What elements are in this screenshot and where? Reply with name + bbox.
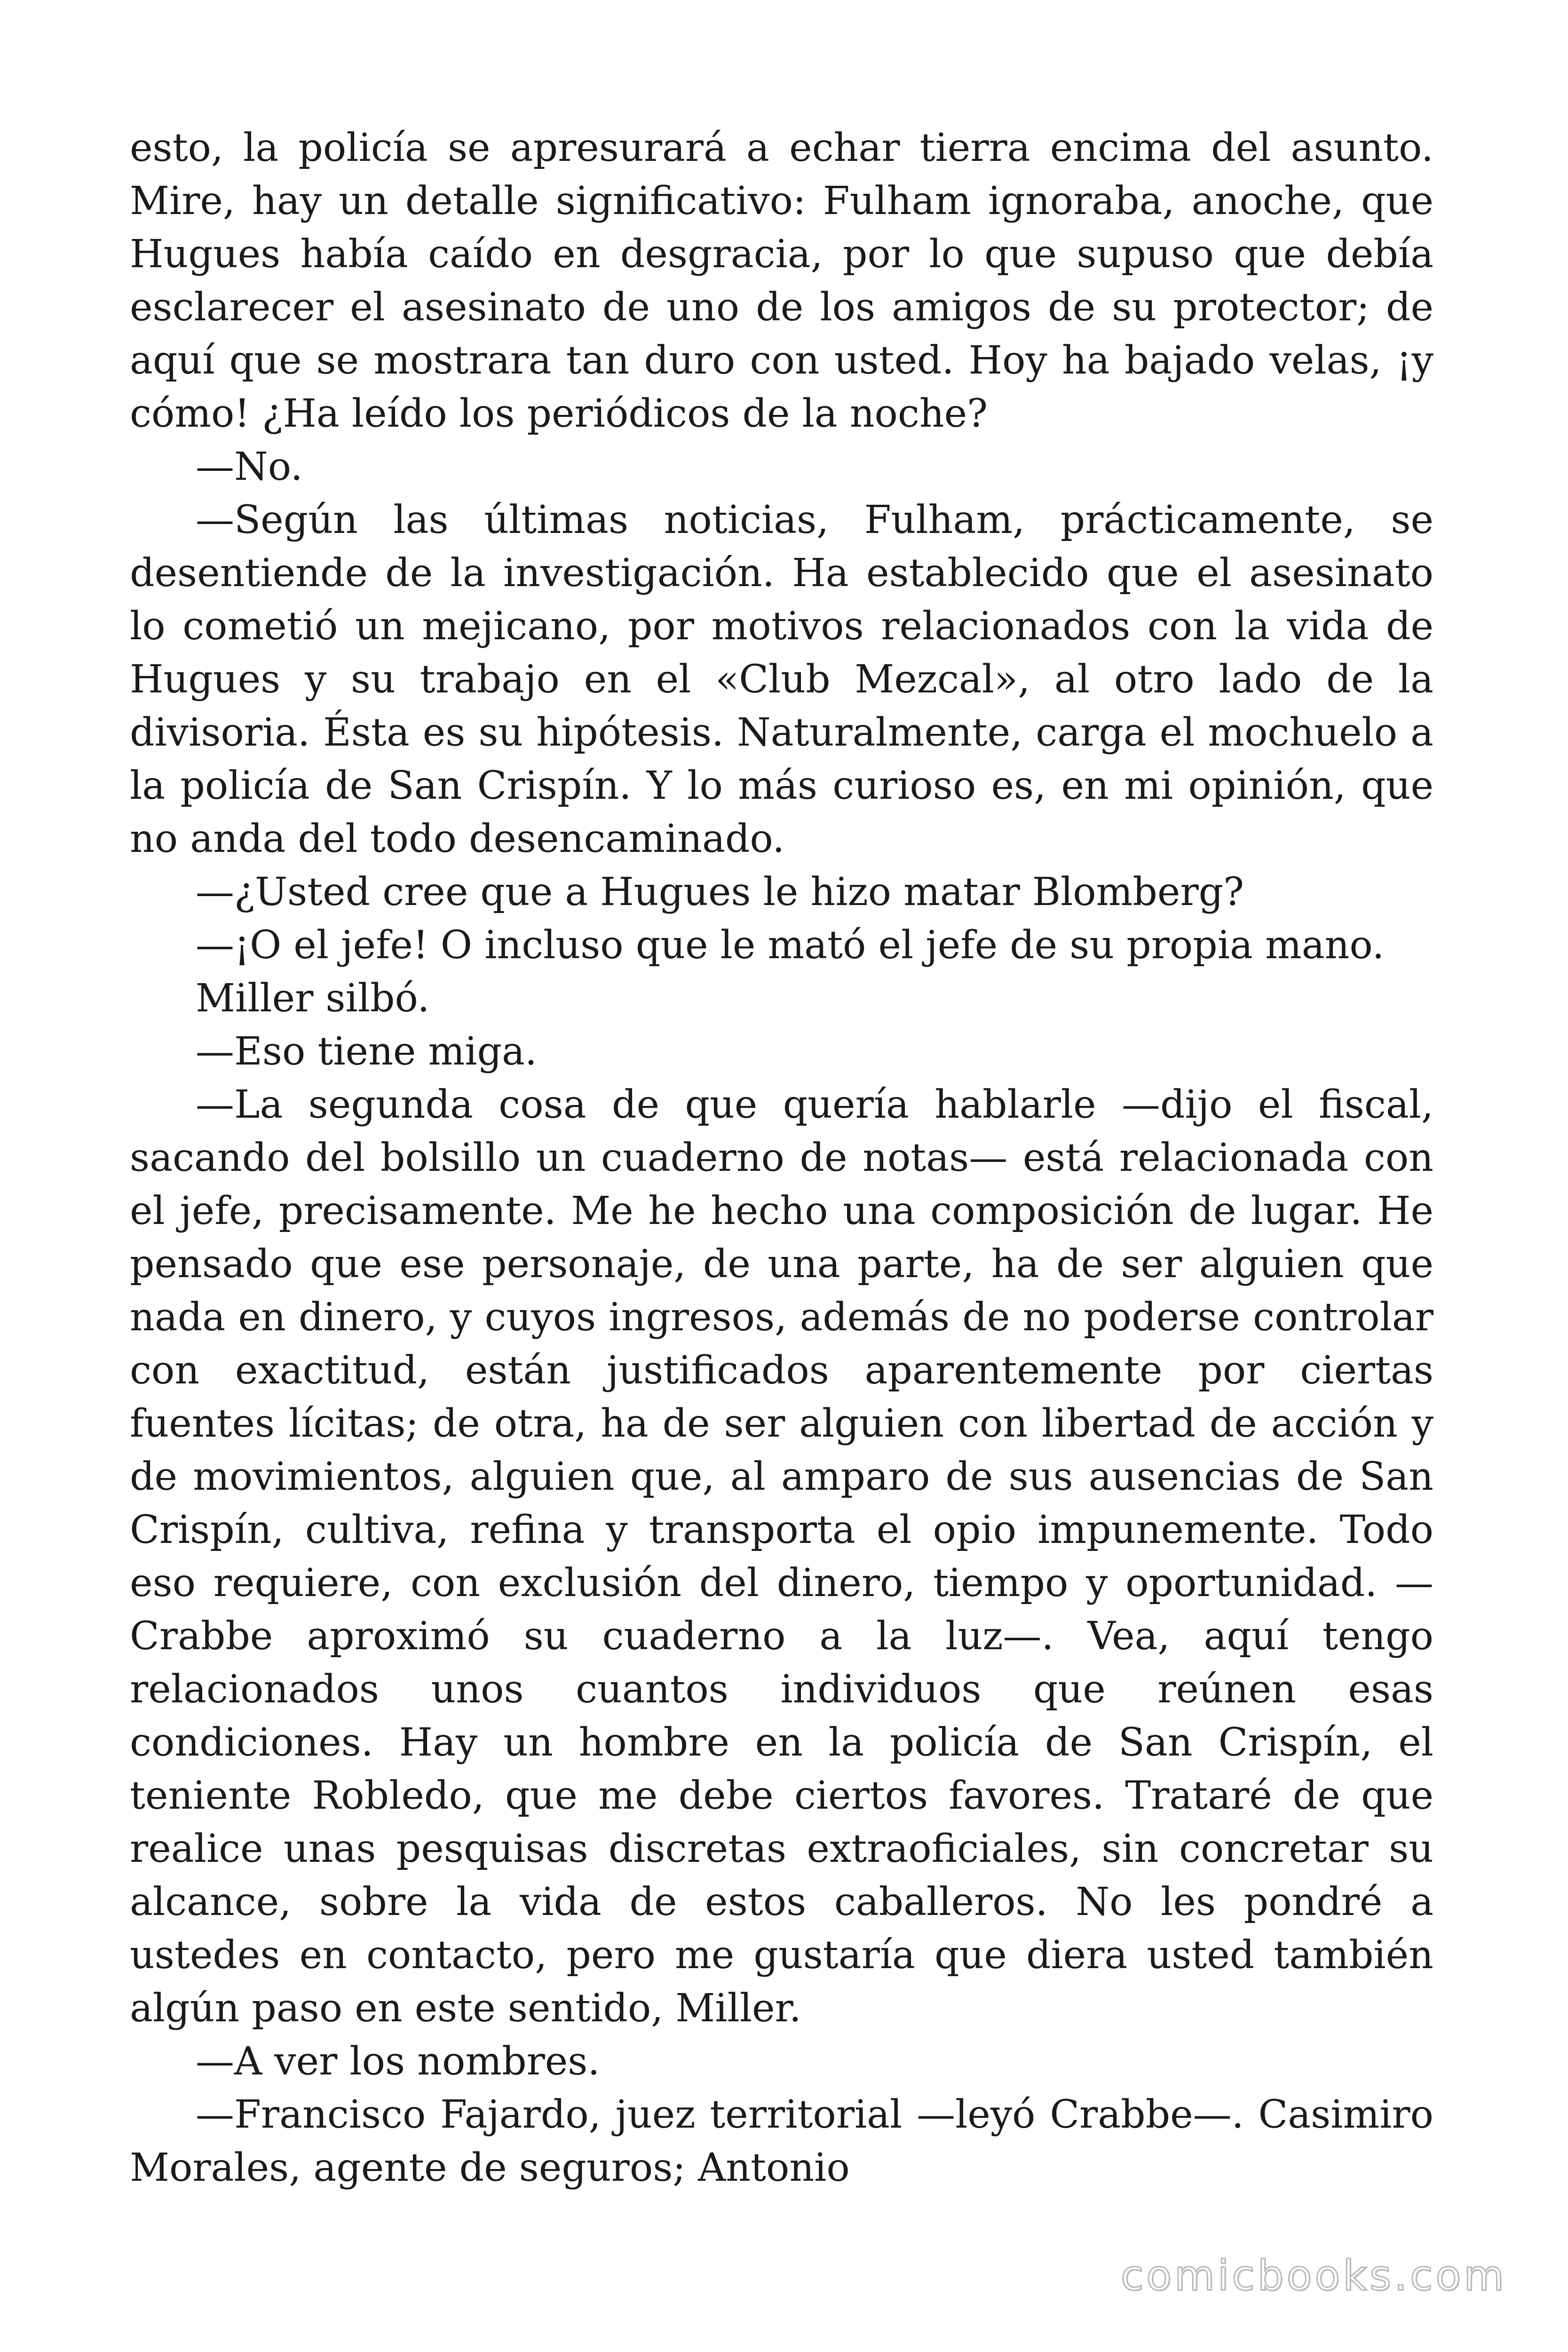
paragraph-7: —Eso tiene miga. — [196, 1029, 537, 1074]
paragraph-1: esto, la policía se apresurará a echar tierra encima del asunto. Mire, hay un detalle significativo: Fulham ignoraba, anoche, que Hugues había caído en desgracia, por lo que supuso que debía esclarecer el asesinato de uno de los amigos de su protector; de aquí que se mostrara tan duro con usted. Hoy ha bajado velas, ¡y cómo! ¿Ha leído los periódicos de la noche? — [130, 126, 1433, 436]
paragraph-6: Miller silbó. — [196, 976, 430, 1021]
paragraph-2: —No. — [196, 445, 303, 489]
page-text — [130, 121, 1433, 2194]
paragraph-9: —A ver los nombres. — [196, 2039, 600, 2084]
paragraph-5: —¡O el jefe! O incluso que le mató el jefe de su propia mano. — [196, 923, 1385, 968]
paragraph-4: —¿Usted cree que a Hugues le hizo matar Blomberg? — [196, 870, 1244, 914]
paragraph-10: —Francisco Fajardo, juez territorial —leyó Crabbe—. Casimiro Morales, agente de seguros; Antonio — [130, 2092, 1433, 2190]
paragraph-3: —Según las últimas noticias, Fulham, prácticamente, se desentiende de la investigación. Ha establecido que el asesinato lo cometió un mejicano, por motivos relacionados con la vida de Hugues y su trabajo en el «Club Mezcal», al otro lado de la divisoria. Ésta es su hipótesis. Naturalmente, carga el mochuelo a la policía de San Crispín. Y lo más curioso es, en mi opinión, que no anda del todo desencaminado. — [130, 498, 1433, 861]
paragraph-8: —La segunda cosa de que quería hablarle —dijo el fiscal, sacando del bolsillo un cuaderno de notas— está relacionada con el jefe, precisamente. Me he hecho una composición de lugar. He pensado que ese personaje, de una parte, ha de ser alguien que nada en dinero, y cuyos ingresos, además de no poderse controlar con exactitud, están justificados aparentemente por ciertas fuentes lícitas; de otra, ha de ser alguien con libertad de acción y de movimientos, alguien que, al amparo de sus ausencias de San Crispín, cultiva, refina y transporta el opio impunemente. Todo eso requiere, con exclusión del dinero, tiempo y oportunidad. —Crabbe aproximó su cuaderno a la luz—. Vea, aquí tengo relacionados unos cuantos individuos que reúnen esas condiciones. Hay un hombre en la policía de San Crispín, el teniente Robledo, que me debe ciertos favores. Trataré de que realice unas pesquisas discretas extraoficiales, sin concretar su alcance, sobre la vida de estos caballeros. No les pondré a ustedes en contacto, pero me gustaría que diera usted también algún paso en este sentido, Miller. — [130, 1082, 1433, 2031]
watermark-logo: comicbooks.com — [1120, 2251, 1507, 2300]
